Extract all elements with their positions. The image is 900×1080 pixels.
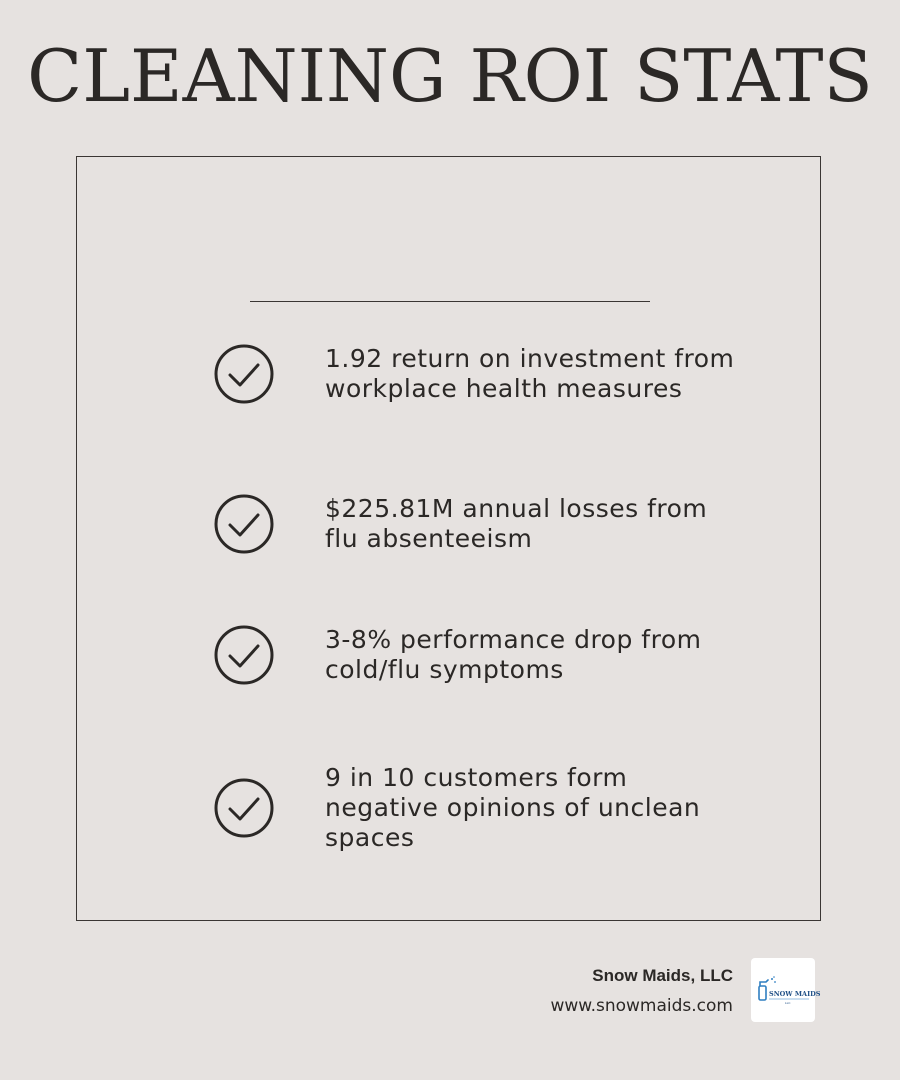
checkmark-circle-icon [213,624,275,686]
checkmark-circle-icon [213,343,275,405]
svg-text:LLC: LLC [785,1001,791,1005]
snow-maids-logo-icon [751,958,821,1022]
divider-line [250,301,650,302]
stat-item [213,343,773,405]
stat-text: 9 in 10 customers form negative opinions of unclean spaces [325,763,701,852]
stat-item [213,763,773,853]
stat-item [213,624,773,686]
page-title: CLEANING ROI STATS [27,34,873,118]
company-name: Snow Maids, LLC [592,966,733,985]
footer-info [550,964,733,1018]
stat-item [213,493,773,555]
stat-text: 3-8% performance drop from cold/flu symptoms [325,625,702,684]
stat-text: 1.92 return on investment from workplace health measures [325,344,735,403]
checkmark-circle-icon [213,493,275,555]
svg-text:SNOW MAIDS: SNOW MAIDS [769,990,821,998]
stats-panel [76,156,821,921]
stat-text: $225.81M annual losses from flu absenteeism [325,494,708,553]
checkmark-circle-icon [213,777,275,839]
website-link[interactable]: www.snowmaids.com [550,996,733,1016]
